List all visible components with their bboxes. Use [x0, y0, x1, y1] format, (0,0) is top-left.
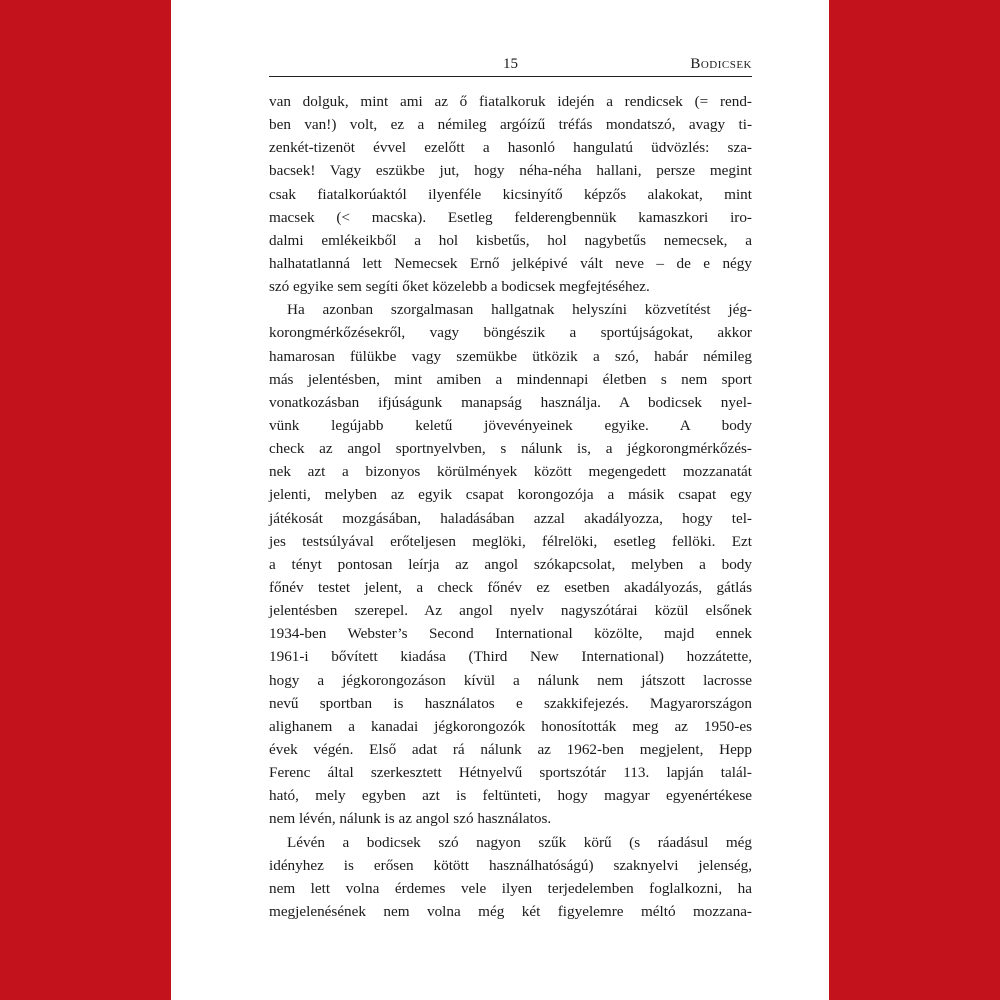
text-line: játékosát mozgásában, haladásában azzal akadályozza, hogy tel-	[269, 509, 752, 527]
text-line: zenkét-tizenöt évvel ezelőtt a hasonló hangulatú üdvözlés: sza-	[269, 139, 752, 157]
text-line: nevű sportban is használatos e szakkifejezés. Magyarországon	[269, 694, 752, 712]
text-line: jes testsúlyával erőteljesen meglöki, félrelöki, esetleg fellöki. Ezt	[269, 532, 752, 550]
text-line: check az angol sportnyelvben, s nálunk is, a jégkorongmérkőzés-	[269, 440, 752, 458]
text-line: megjelenésének nem volna még két figyelemre méltó mozzana-	[269, 902, 752, 920]
text-line: halhatatlanná lett Nemecsek Ernő jelképivé vált neve – de e négy	[269, 254, 752, 272]
text-line: jelenti, melyben az egyik csapat korongozója a másik csapat egy	[269, 486, 752, 504]
text-line: a tényt pontosan leírja az angol szókapcsolat, melyben a body	[269, 555, 752, 573]
text-line: más jelentésben, mint amiben a mindennapi életben s nem sport	[269, 370, 752, 388]
text-line: ható, mely egyben azt is feltünteti, hogy magyar egyenértékese	[269, 787, 752, 805]
paragraph-1	[269, 90, 752, 298]
text-line: jelentésben szerepel. Az angol nyelv nagyszótárai közül elsőnek	[269, 602, 752, 620]
text-line: korongmérkőzésekről, vagy böngészik a sportújságokat, akkor	[269, 324, 752, 342]
text-line: dalmi emlékeikből a hol kisbetűs, hol nagybetűs nemecsek, a	[269, 231, 752, 249]
text-line: nem lett volna érdemes vele ilyen terjedelemben foglalkozni, ha	[269, 879, 752, 897]
text-line: nek azt a bizonyos körülmények között megengedett mozzanatát	[269, 463, 752, 481]
text-line: hamarosan fülükbe vagy szemükbe ütközik a szó, habár némileg	[269, 347, 752, 365]
text-line: ben van!) volt, ez a némileg argóízű tréfás mondatszó, avagy ti-	[269, 116, 752, 134]
text-line: csak fiatalkorúaktól ilyenféle kicsinyítő képzős alakokat, mint	[269, 185, 752, 203]
paragraph-2	[269, 298, 752, 830]
text-line: nem lévén, nálunk is az angol szó használatos.	[269, 810, 552, 828]
text-line: vünk legújabb keletű jövevényeinek egyike. A body	[269, 416, 752, 434]
text-line: macsek (< macska). Esetleg felderengbennük kamaszkori iro-	[269, 208, 752, 226]
book-page	[171, 0, 829, 1000]
text-line: bacsek! Vagy eszükbe jut, hogy néha-néha hallani, persze megint	[269, 162, 752, 180]
text-line: alighanem a kanadai jégkorongozók honosították meg az 1950-es	[269, 717, 752, 735]
text-line: van dolguk, mint ami az ő fiatalkoruk idején a rendicsek (= rend-	[269, 93, 752, 110]
text-line: Lévén a bodicsek szó nagyon szűk körű (s ráadásul még	[287, 833, 752, 851]
text-line: hogy a jégkorongozáson kívül a nálunk nem játszott lacrosse	[269, 671, 752, 689]
paragraph-3	[269, 831, 752, 924]
page-header	[269, 56, 752, 77]
running-title: Bodicsek	[690, 56, 752, 72]
text-line: szó egyike sem segíti őket közelebb a bodicsek megfejtéséhez.	[269, 278, 650, 296]
page-body	[269, 90, 752, 923]
text-line: 1961-i bővített kiadása (Third New International) hozzátette,	[269, 648, 752, 666]
text-line: Ferenc által szerkesztett Hétnyelvű sportszótár 113. lapján talál-	[269, 764, 752, 782]
page-number: 15	[503, 56, 518, 72]
text-line: főnév testet jelent, a check főnév ez esetben akadályozás, gátlás	[269, 578, 752, 596]
text-line: évek végén. Első adat rá nálunk az 1962-ben megjelent, Hepp	[269, 740, 752, 758]
text-line: vonatkozásban ifjúságunk manapság használja. A bodicsek nyel-	[269, 393, 752, 411]
text-line: 1934-ben Webster’s Second International közölte, majd ennek	[269, 625, 752, 643]
text-line: Ha azonban szorgalmasan hallgatnak helyszíni közvetítést jég-	[287, 301, 752, 319]
text-line: idényhez is erősen kötött használhatóságú) szaknyelvi jelenség,	[269, 856, 752, 874]
